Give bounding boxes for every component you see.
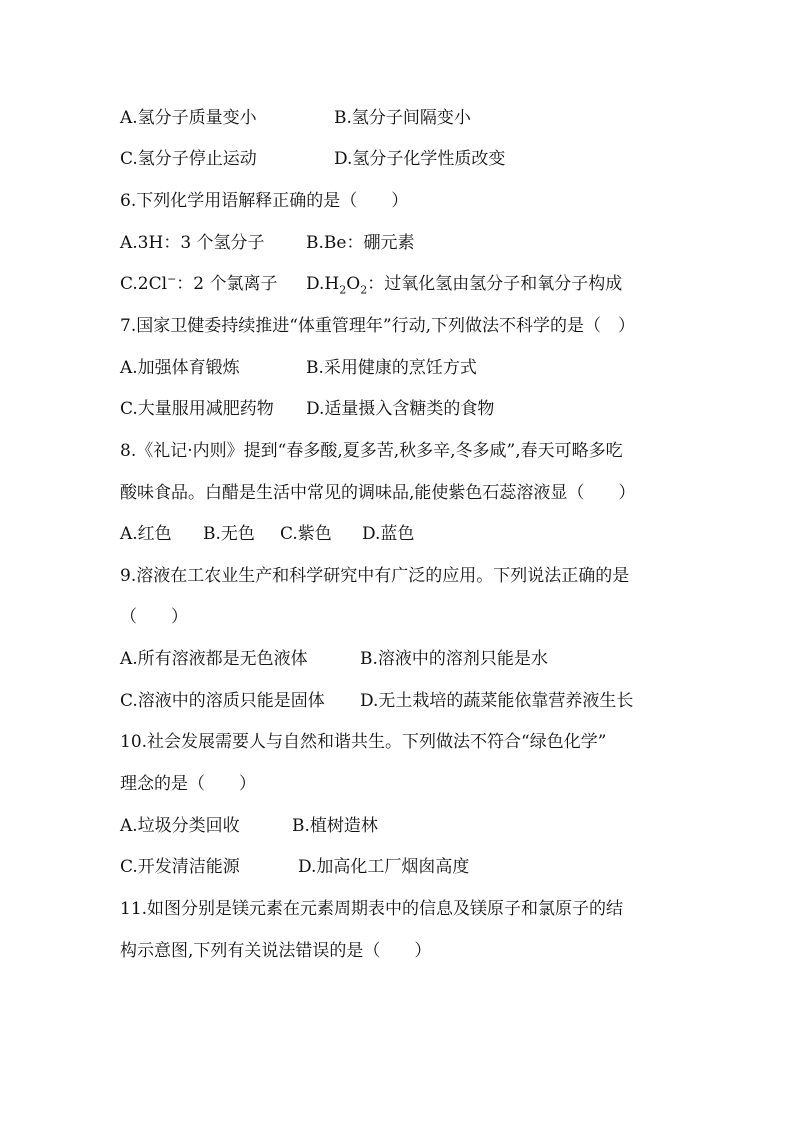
- q9-stem-line2: （ ）: [120, 607, 188, 627]
- q6-option-c: [120, 273, 278, 295]
- q9-stem-line1: 9.溶液在工农业生产和科学研究中有广泛的应用。下列说法正确的是: [120, 566, 630, 586]
- q7-option-b: B.采用健康的烹饪方式: [306, 358, 477, 378]
- q5-option-c: C.氢分子停止运动: [120, 149, 257, 169]
- q9-option-b: B.溶液中的溶剂只能是水: [360, 649, 548, 669]
- q11-stem-line2: 构示意图,下列有关说法错误的是（ ）: [120, 941, 432, 961]
- q6-option-b: B.Be：硼元素: [306, 233, 415, 253]
- q5-option-a: A.氢分子质量变小: [120, 108, 257, 128]
- q7-option-a: A.加强体育锻炼: [120, 358, 240, 378]
- q6-option-d-sub2: 2: [360, 283, 368, 297]
- q6-option-d: [306, 273, 622, 295]
- q6-option-d-sub1: 2: [339, 283, 347, 297]
- q8-option-b: B.无色: [203, 524, 255, 544]
- q6-stem: 6.下列化学用语解释正确的是（ ）: [120, 191, 409, 211]
- q10-option-b: B.植树造林: [292, 816, 378, 836]
- q9-option-c: C.溶液中的溶质只能是固体: [120, 691, 325, 711]
- q10-stem-line2: 理念的是（ ）: [120, 774, 256, 794]
- q8-stem-line1: 8.《礼记·内则》提到“春多酸,夏多苦,秋多辛,冬多咸”,春天可略多吃: [120, 441, 623, 461]
- q8-option-c: C.紫色: [280, 524, 332, 544]
- q6-option-c-prefix: C.2Cl: [120, 274, 168, 294]
- q6-option-d-prefix: D.H: [306, 274, 340, 294]
- q8-option-d: D.蓝色: [362, 524, 415, 544]
- q7-option-c: C.大量服用减肥药物: [120, 399, 274, 419]
- q5-option-d: D.氢分子化学性质改变: [334, 149, 506, 169]
- q9-option-d: D.无土栽培的蔬菜能依靠营养液生长: [360, 691, 634, 711]
- q6-option-c-charge: −: [167, 272, 177, 286]
- q7-option-d: D.适量摄入含糖类的食物: [306, 399, 495, 419]
- q6-option-d-suffix: ：过氧化氢由氢分子和氧分子构成: [367, 274, 623, 294]
- q6-option-c-suffix: ：2 个氯离子: [176, 274, 278, 294]
- q10-option-d: D.加高化工厂烟囱高度: [298, 857, 470, 877]
- q10-option-a: A.垃圾分类回收: [120, 816, 240, 836]
- q10-stem-line1: 10.社会发展需要人与自然和谐共生。下列做法不符合“绿色化学”: [120, 732, 607, 752]
- q10-option-c: C.开发清洁能源: [120, 857, 240, 877]
- q8-option-a: A.红色: [120, 524, 172, 544]
- q6-option-a: A.3H：3 个氢分子: [120, 233, 265, 253]
- q11-stem-line1: 11.如图分别是镁元素在元素周期表中的信息及镁原子和氯原子的结: [120, 899, 624, 919]
- q6-option-d-mid: O: [346, 274, 361, 294]
- q7-stem: 7.国家卫健委持续推进“体重管理年”行动,下列做法不科学的是（ ）: [120, 316, 636, 336]
- q9-option-a: A.所有溶液都是无色液体: [120, 649, 308, 669]
- q5-option-b: B.氢分子间隔变小: [334, 108, 471, 128]
- q8-stem-line2: 酸味食品。白醋是生活中常见的调味品,能使紫色石蕊溶液显（ ）: [120, 483, 636, 503]
